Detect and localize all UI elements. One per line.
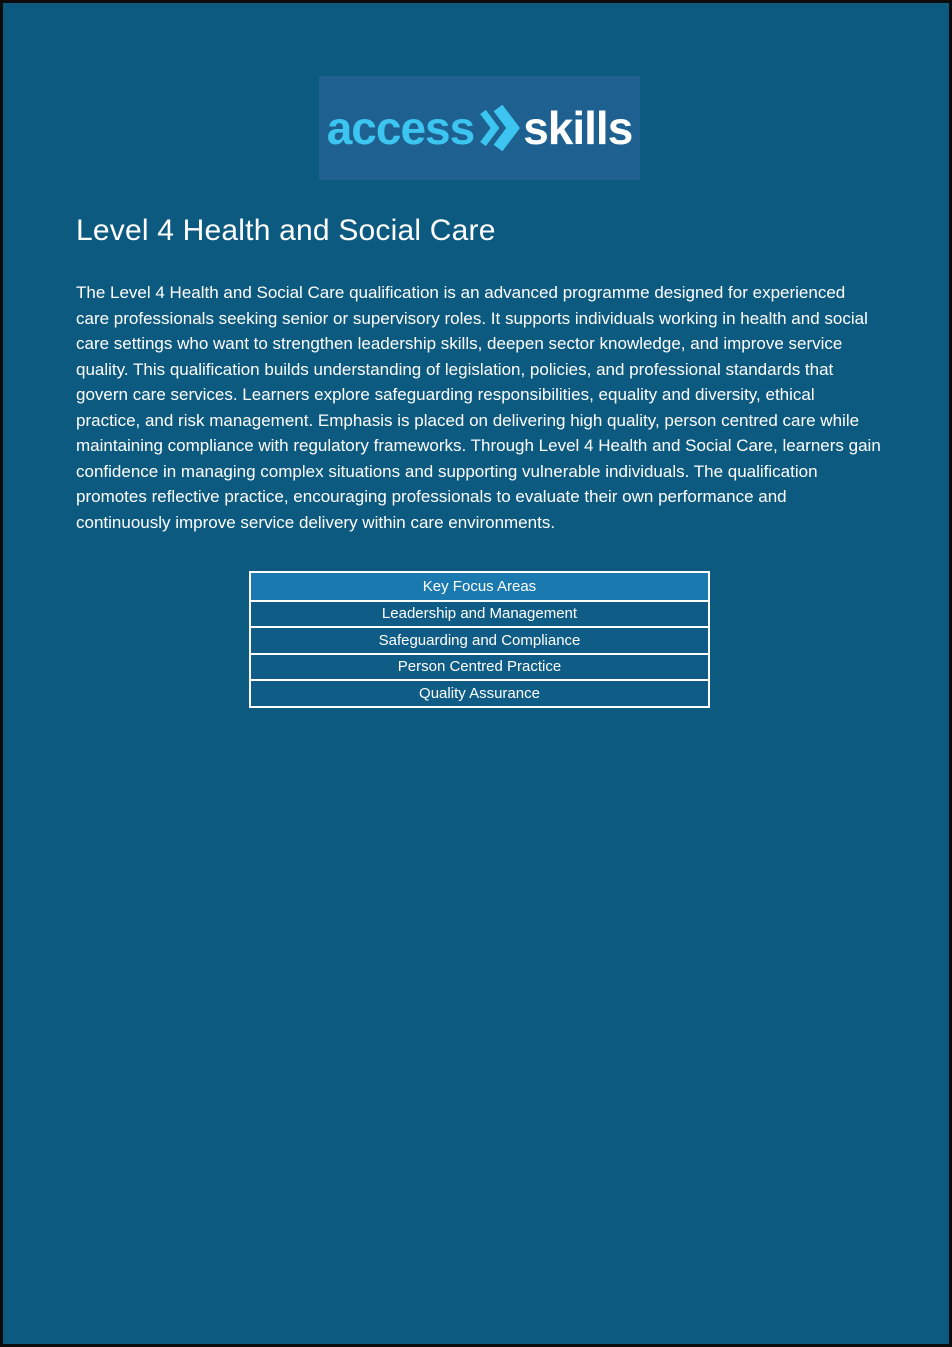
table-row bbox=[251, 679, 708, 706]
table-row-label: Quality Assurance bbox=[419, 684, 540, 702]
double-chevron-right-icon bbox=[479, 103, 521, 153]
table-row-label: Person Centred Practice bbox=[397, 658, 562, 676]
table-row-label: Safeguarding and Compliance bbox=[378, 631, 581, 649]
logo-text bbox=[327, 103, 633, 153]
page-title: Level 4 Health and Social Care bbox=[76, 214, 496, 247]
table-row bbox=[251, 653, 708, 680]
table-row bbox=[251, 626, 708, 653]
access-skills-logo bbox=[319, 76, 640, 180]
table-header-row bbox=[251, 573, 708, 600]
course-description-paragraph: The Level 4 Health and Social Care qualification is an advanced programme designed for experienced care professionals seeking senior or supervisory roles. It supports individuals working in health and social care settings who want to strengthen leadership skills, deepen sector knowledge, and improve service quality. This qualification builds understanding of legislation, policies, and professional standards that govern care services. Learners explore safeguarding responsibilities, equality and diversity, ethical practice, and risk management. Emphasis is placed on delivering high quality, person centred care while maintaining compliance with regulatory frameworks. Through Level 4 Health and Social Care, learners gain confidence in managing complex situations and supporting vulnerable individuals. The qualification promotes reflective practice, encouraging professionals to evaluate their own performance and continuously improve service delivery within care environments. bbox=[76, 283, 881, 532]
key-focus-areas-table bbox=[249, 571, 710, 708]
table-header-label: Key Focus Areas bbox=[422, 577, 537, 595]
logo-skills-text: skills bbox=[523, 102, 633, 154]
table-row bbox=[251, 600, 708, 627]
logo-access-text: access bbox=[326, 102, 475, 154]
table-row-label: Leadership and Management bbox=[381, 605, 578, 623]
